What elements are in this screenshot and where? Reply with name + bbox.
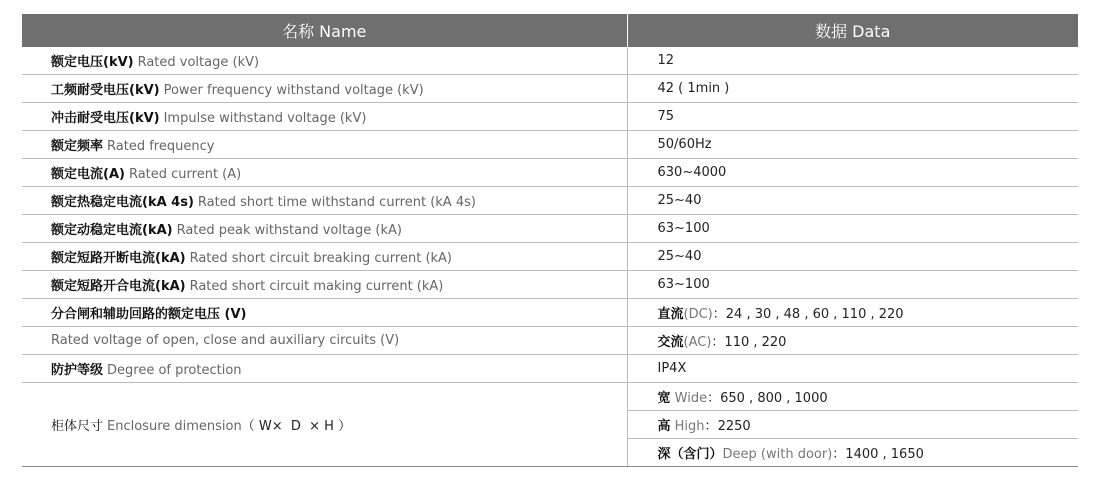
wide-label-zh: 宽 bbox=[657, 391, 671, 406]
row-name-cell bbox=[22, 271, 627, 299]
high-value: 2250 bbox=[717, 419, 751, 434]
aux-voltage-name-zh-cell bbox=[22, 299, 627, 327]
deep-separator: ： bbox=[832, 447, 846, 462]
table-row bbox=[22, 47, 1078, 75]
wide-separator: ： bbox=[707, 391, 721, 406]
row-name-zh: 工频耐受电压(kV) bbox=[51, 83, 160, 98]
enclosure-zh: 柜体尺寸 bbox=[51, 419, 104, 434]
spec-table-container bbox=[22, 14, 1078, 467]
header-data: 数据 Data bbox=[627, 14, 1078, 47]
enclosure-high-cell bbox=[627, 411, 1078, 439]
row-name-zh: 额定短路开合电流(kA) bbox=[51, 279, 186, 294]
row-name-cell bbox=[22, 131, 627, 159]
deep-label-zh: 深（含门） bbox=[657, 447, 723, 462]
enclosure-name-cell bbox=[22, 383, 627, 467]
ac-separator: ： bbox=[711, 335, 725, 350]
row-name-zh: 冲击耐受电压(kV) bbox=[51, 111, 160, 126]
aux-voltage-zh: 分合闸和辅助回路的额定电压 (V) bbox=[51, 307, 247, 322]
row-value: 12 bbox=[627, 47, 1078, 75]
row-name-cell bbox=[22, 159, 627, 187]
row-name-zh: 额定热稳定电流(kA 4s) bbox=[51, 195, 194, 210]
header-row bbox=[22, 14, 1078, 47]
row-name-cell bbox=[22, 47, 627, 75]
aux-voltage-row-dc bbox=[22, 299, 1078, 327]
row-name-cell bbox=[22, 75, 627, 103]
aux-voltage-dc-cell bbox=[627, 299, 1078, 327]
row-name-en: Rated short time withstand current (kA 4s) bbox=[197, 195, 476, 210]
table-row bbox=[22, 271, 1078, 299]
ac-value: 110 , 220 bbox=[724, 335, 787, 350]
protection-en: Degree of protection bbox=[107, 363, 242, 378]
protection-row bbox=[22, 355, 1078, 383]
enclosure-row-wide bbox=[22, 383, 1078, 411]
row-name-en: Impulse withstand voltage (kV) bbox=[163, 111, 367, 126]
dc-value: 24 , 30 , 48 , 60 , 110 , 220 bbox=[725, 307, 904, 322]
ac-label-en: (AC) bbox=[683, 335, 712, 350]
row-value: 75 bbox=[627, 103, 1078, 131]
row-name-en: Rated peak withstand voltage (kA) bbox=[176, 223, 402, 238]
table-row bbox=[22, 187, 1078, 215]
wide-value: 650 , 800 , 1000 bbox=[720, 391, 828, 406]
deep-label-en: Deep (with door) bbox=[722, 447, 833, 462]
row-name-zh: 额定短路开断电流(kA) bbox=[51, 251, 186, 266]
protection-value: IP4X bbox=[627, 355, 1078, 383]
enclosure-wide-cell bbox=[627, 383, 1078, 411]
table-row bbox=[22, 75, 1078, 103]
row-value: 63~100 bbox=[627, 215, 1078, 243]
ac-label-zh: 交流 bbox=[657, 335, 684, 350]
row-name-en: Rated short circuit breaking current (kA) bbox=[189, 251, 453, 266]
table-row bbox=[22, 243, 1078, 271]
row-name-cell bbox=[22, 215, 627, 243]
table-row bbox=[22, 159, 1078, 187]
aux-voltage-name-en-cell bbox=[22, 327, 627, 355]
row-value: 25~40 bbox=[627, 243, 1078, 271]
row-name-zh: 额定频率 bbox=[51, 139, 104, 154]
enclosure-dims: （ W× D × H ） bbox=[241, 419, 352, 434]
row-name-cell bbox=[22, 187, 627, 215]
enclosure-deep-cell bbox=[627, 439, 1078, 467]
table-row bbox=[22, 131, 1078, 159]
high-separator: ： bbox=[704, 419, 718, 434]
row-name-zh: 额定动稳定电流(kA) bbox=[51, 223, 173, 238]
spec-table bbox=[22, 14, 1078, 467]
row-value: 630~4000 bbox=[627, 159, 1078, 187]
row-value: 25~40 bbox=[627, 187, 1078, 215]
row-name-en: Rated current (A) bbox=[128, 167, 242, 182]
high-label-zh: 高 bbox=[657, 419, 671, 434]
row-value: 50/60Hz bbox=[627, 131, 1078, 159]
enclosure-en: Enclosure dimension bbox=[107, 419, 242, 434]
aux-voltage-ac-cell bbox=[627, 327, 1078, 355]
row-name-en: Rated short circuit making current (kA) bbox=[189, 279, 444, 294]
row-name-cell bbox=[22, 243, 627, 271]
row-value: 42 ( 1min ) bbox=[627, 75, 1078, 103]
dc-separator: ： bbox=[712, 307, 726, 322]
aux-voltage-row-ac bbox=[22, 327, 1078, 355]
row-value: 63~100 bbox=[627, 271, 1078, 299]
row-name-cell bbox=[22, 103, 627, 131]
table-row bbox=[22, 103, 1078, 131]
deep-value: 1400 , 1650 bbox=[845, 447, 924, 462]
row-name-zh: 额定电流(A) bbox=[51, 167, 125, 182]
row-name-en: Rated voltage (kV) bbox=[137, 55, 260, 70]
aux-voltage-en: Rated voltage of open, close and auxiliary circuits (V) bbox=[51, 333, 400, 348]
row-name-en: Rated frequency bbox=[107, 139, 215, 154]
wide-label-en: Wide bbox=[674, 391, 708, 406]
protection-zh: 防护等级 bbox=[51, 363, 104, 378]
header-name: 名称 Name bbox=[22, 14, 627, 47]
row-name-en: Power frequency withstand voltage (kV) bbox=[163, 83, 424, 98]
dc-label-zh: 直流 bbox=[657, 307, 684, 322]
table-row bbox=[22, 215, 1078, 243]
protection-name-cell bbox=[22, 355, 627, 383]
row-name-zh: 额定电压(kV) bbox=[51, 55, 134, 70]
high-label-en: High bbox=[674, 419, 705, 434]
dc-label-en: (DC) bbox=[683, 307, 713, 322]
